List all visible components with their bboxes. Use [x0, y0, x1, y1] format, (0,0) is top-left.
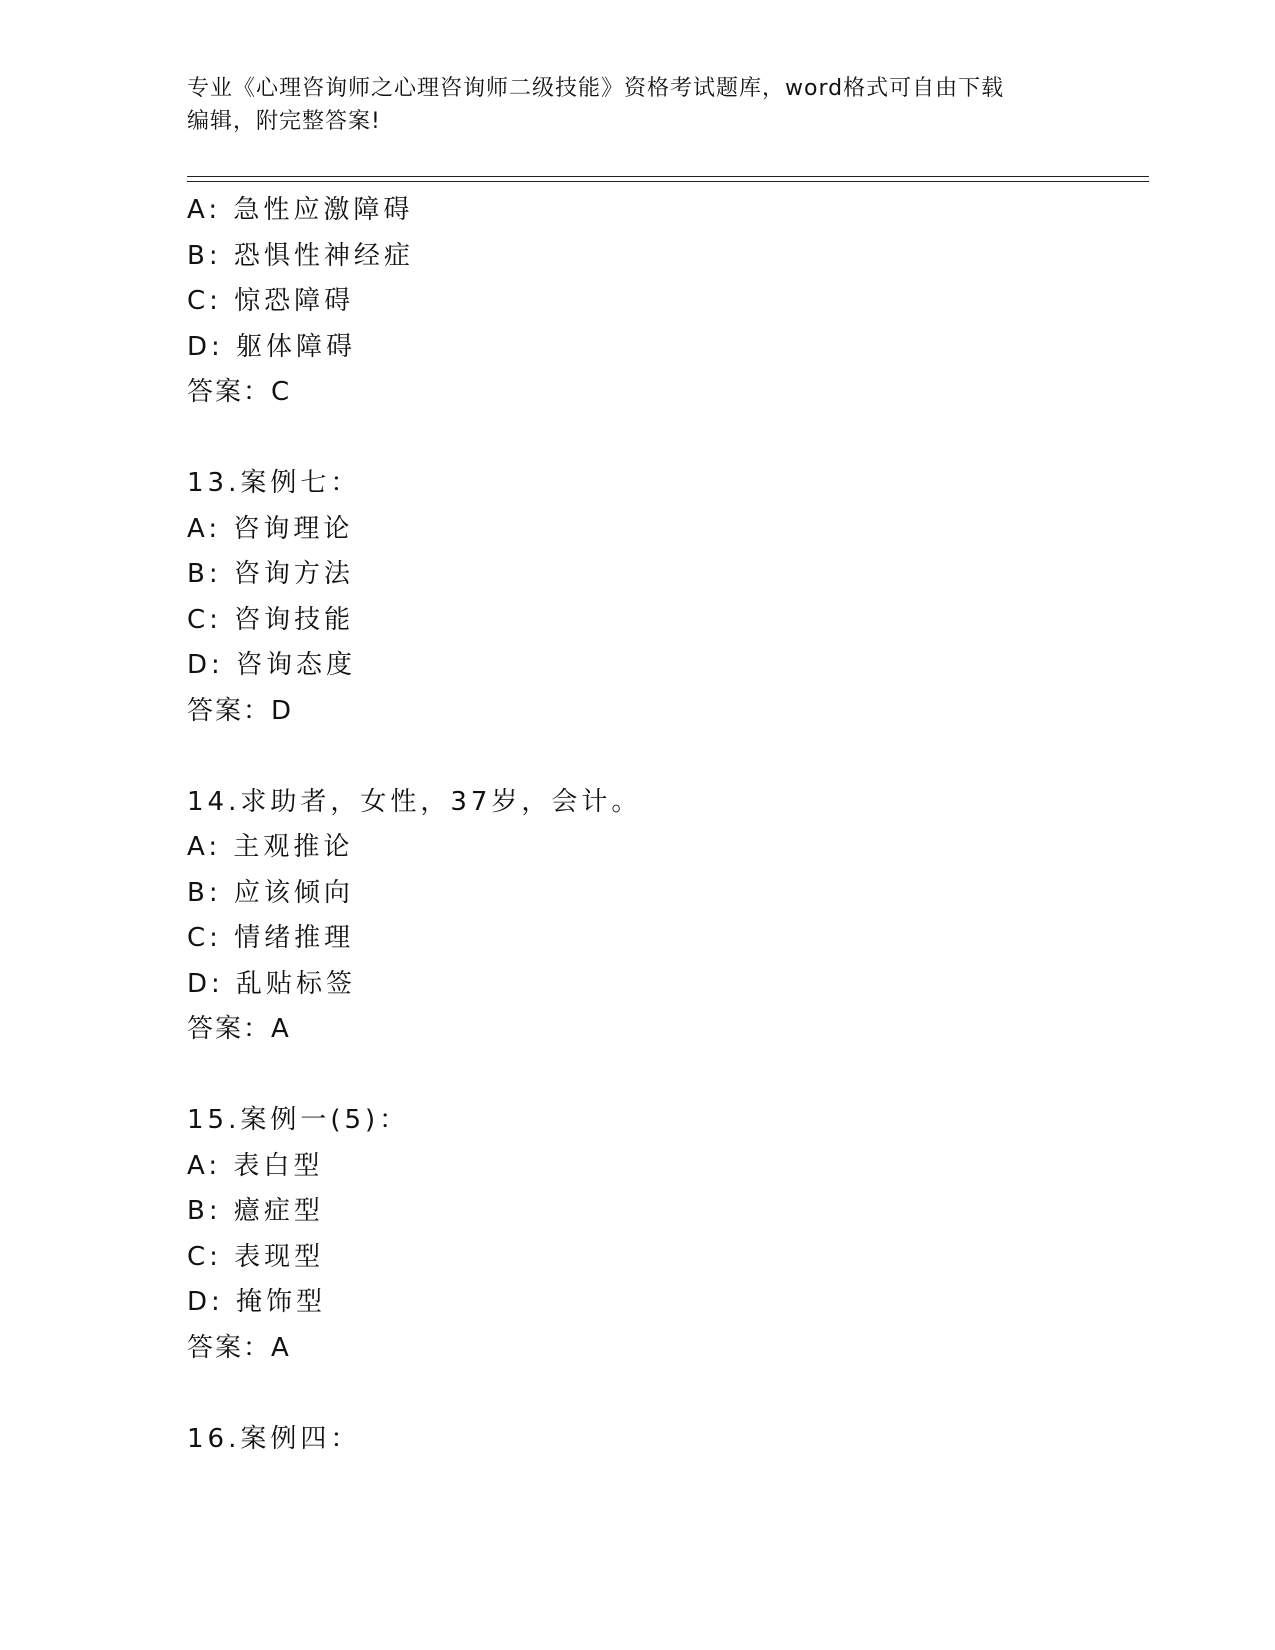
option-c: C: 惊恐障碍 [187, 286, 355, 316]
block-spacer [187, 1371, 1147, 1417]
document-header [187, 72, 1087, 138]
question-title: 14.求助者，女性，37岁，会计。 [187, 786, 642, 817]
option-a: A: 表白型 [187, 1150, 324, 1181]
header-line-2: 编辑，附完整答案! [187, 109, 381, 134]
option-b: B: 恐惧性神经症 [187, 240, 414, 271]
question-title: 16.案例四： [187, 1423, 361, 1454]
option-b: B: 癔症型 [187, 1196, 324, 1226]
option-b: B: 咨询方法 [187, 559, 354, 589]
answer: 答案：A [187, 1332, 291, 1363]
header-line-1: 专业《心理咨询师之心理咨询师二级技能》资格考试题库，word格式可自由下载 [187, 76, 1005, 101]
option-a: A: 咨询理论 [187, 513, 354, 544]
answer: 答案：C [187, 377, 292, 407]
question-block [187, 1417, 1147, 1463]
option-c: C: 表现型 [187, 1241, 325, 1272]
header-rule-top [187, 176, 1149, 177]
header-rule-bottom [187, 181, 1149, 182]
block-spacer [187, 734, 1147, 780]
question-title: 13.案例七： [187, 468, 361, 498]
option-a: A: 急性应激障碍 [187, 195, 414, 225]
option-d: D: 咨询态度 [187, 650, 357, 680]
question-list [187, 188, 1147, 1462]
option-d: D: 掩饰型 [187, 1287, 327, 1317]
question-title: 15.案例一(5)： [187, 1105, 410, 1135]
option-b: B: 应该倾向 [187, 877, 354, 908]
question-block [187, 1098, 1147, 1371]
option-d: D: 躯体障碍 [187, 331, 357, 362]
option-c: C: 情绪推理 [187, 923, 355, 953]
block-spacer [187, 1053, 1147, 1099]
option-d: D: 乱贴标签 [187, 968, 357, 999]
option-a: A: 主观推论 [187, 832, 354, 862]
answer: 答案：A [187, 1014, 291, 1044]
question-block [187, 780, 1147, 1053]
question-block [187, 461, 1147, 734]
answer: 答案：D [187, 695, 294, 726]
option-c: C: 咨询技能 [187, 604, 355, 635]
question-block [187, 188, 1147, 416]
block-spacer [187, 416, 1147, 462]
